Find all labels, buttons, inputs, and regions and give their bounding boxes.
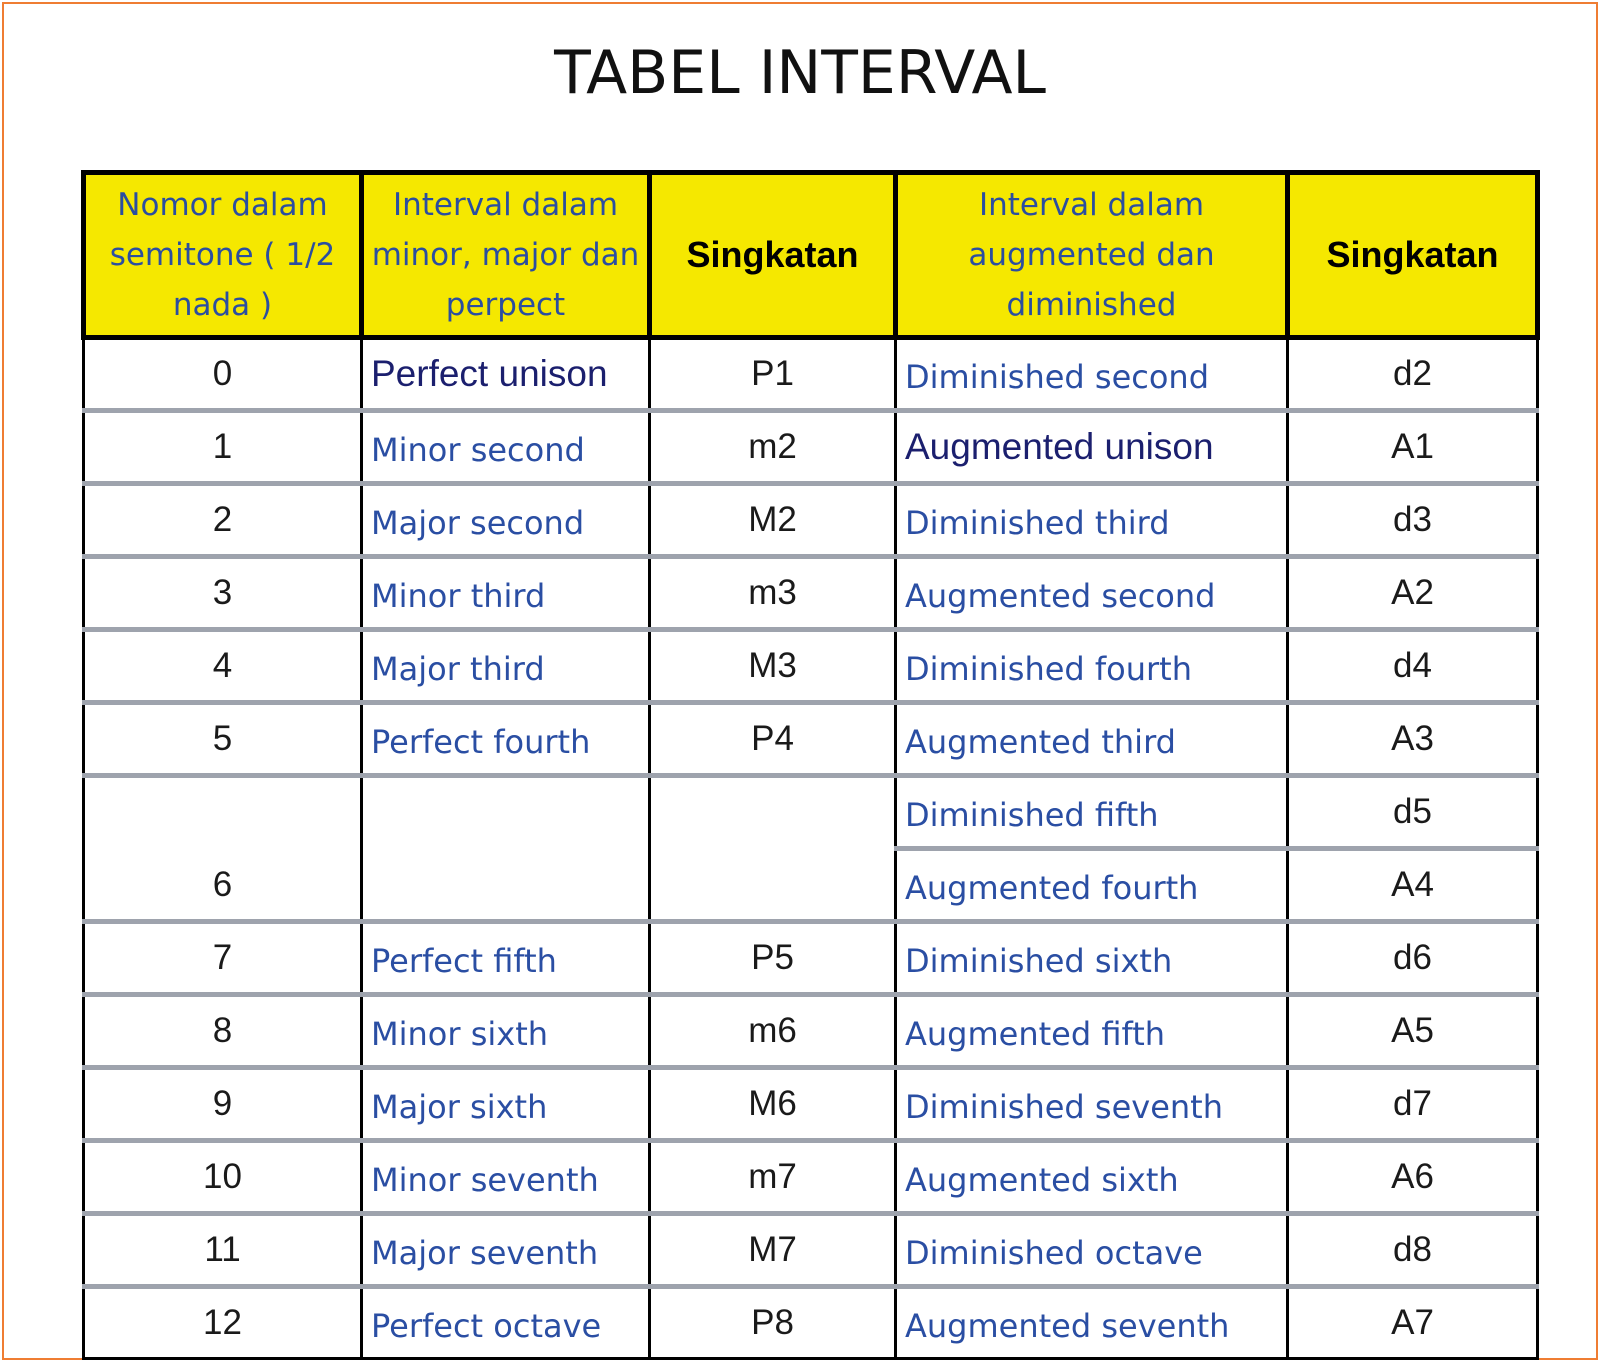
table-row [84, 484, 1538, 557]
alt-interval-cell: Augmented fourth [896, 849, 1288, 922]
interval-cell: Major seventh [362, 1214, 650, 1287]
alt-interval-cell: Diminished third [896, 484, 1288, 557]
interval-cell: Major sixth [362, 1068, 650, 1141]
table-row [84, 1141, 1538, 1214]
alt-abbreviation-cell: A5 [1288, 995, 1538, 1068]
abbreviation-cell: P5 [650, 922, 896, 995]
abbreviation-cell: M7 [650, 1214, 896, 1287]
header-interval-augmented-diminished: Interval dalam augmented dan diminished [896, 173, 1288, 338]
alt-abbreviation-cell: A6 [1288, 1141, 1538, 1214]
alt-interval-cell: Augmented third [896, 703, 1288, 776]
abbreviation-cell: P8 [650, 1287, 896, 1359]
alt-abbreviation-cell: d5 [1288, 776, 1538, 849]
semitone-cell: 11 [84, 1214, 362, 1287]
alt-abbreviation-cell: d6 [1288, 922, 1538, 995]
alt-interval-cell: Diminished fourth [896, 630, 1288, 703]
interval-cell: Minor second [362, 411, 650, 484]
header-interval-minor-major: Interval dalam minor, major dan perpect [362, 173, 650, 338]
alt-abbreviation-cell: d3 [1288, 484, 1538, 557]
interval-cell: Perfect fifth [362, 922, 650, 995]
interval-cell: Minor third [362, 557, 650, 630]
abbreviation-cell: M2 [650, 484, 896, 557]
alt-abbreviation-cell: d4 [1288, 630, 1538, 703]
semitone-cell: 9 [84, 1068, 362, 1141]
alt-interval-cell: Augmented seventh [896, 1287, 1288, 1359]
header-abbreviation-1: Singkatan [650, 173, 896, 338]
alt-interval-cell: Augmented second [896, 557, 1288, 630]
header-semitone: Nomor dalam semitone ( 1/2 nada ) [84, 173, 362, 338]
interval-cell: Major second [362, 484, 650, 557]
interval-cell: Minor sixth [362, 995, 650, 1068]
table-row [84, 1287, 1538, 1359]
table-row [84, 1068, 1538, 1141]
alt-interval-cell: Diminished sixth [896, 922, 1288, 995]
semitone-cell: 3 [84, 557, 362, 630]
semitone-cell: 10 [84, 1141, 362, 1214]
interval-table [81, 170, 1540, 1360]
interval-cell: Perfect fourth [362, 703, 650, 776]
alt-interval-cell: Augmented sixth [896, 1141, 1288, 1214]
semitone-cell: 1 [84, 411, 362, 484]
alt-interval-cell: Diminished second [896, 338, 1288, 411]
page-title: TABEL INTERVAL [554, 38, 1046, 108]
table-row [84, 995, 1538, 1068]
alt-abbreviation-cell: A2 [1288, 557, 1538, 630]
abbreviation-cell: m2 [650, 411, 896, 484]
semitone-cell: 2 [84, 484, 362, 557]
alt-abbreviation-cell: A1 [1288, 411, 1538, 484]
table-row [84, 776, 1538, 849]
alt-abbreviation-cell: d2 [1288, 338, 1538, 411]
abbreviation-cell: M3 [650, 630, 896, 703]
alt-abbreviation-cell: A4 [1288, 849, 1538, 922]
abbreviation-cell: m3 [650, 557, 896, 630]
alt-interval-cell: Augmented unison [896, 411, 1288, 484]
table-body [84, 338, 1538, 1359]
semitone-cell: 6 [84, 776, 362, 922]
alt-interval-cell: Diminished fifth [896, 776, 1288, 849]
table-header [84, 173, 1538, 338]
abbreviation-cell: P1 [650, 338, 896, 411]
table-row [84, 703, 1538, 776]
abbreviation-cell [650, 776, 896, 922]
alt-abbreviation-cell: d7 [1288, 1068, 1538, 1141]
alt-abbreviation-cell: A7 [1288, 1287, 1538, 1359]
abbreviation-cell: M6 [650, 1068, 896, 1141]
table-row [84, 338, 1538, 411]
semitone-cell: 5 [84, 703, 362, 776]
table-row [84, 411, 1538, 484]
alt-interval-cell: Diminished octave [896, 1214, 1288, 1287]
alt-interval-cell: Augmented fifth [896, 995, 1288, 1068]
header-abbreviation-2: Singkatan [1288, 173, 1538, 338]
interval-cell: Minor seventh [362, 1141, 650, 1214]
semitone-cell: 7 [84, 922, 362, 995]
abbreviation-cell: m6 [650, 995, 896, 1068]
table-row [84, 1214, 1538, 1287]
table-row [84, 922, 1538, 995]
semitone-cell: 8 [84, 995, 362, 1068]
alt-interval-cell: Diminished seventh [896, 1068, 1288, 1141]
alt-abbreviation-cell: A3 [1288, 703, 1538, 776]
semitone-cell: 12 [84, 1287, 362, 1359]
interval-cell: Perfect unison [362, 338, 650, 411]
abbreviation-cell: P4 [650, 703, 896, 776]
table-row [84, 557, 1538, 630]
semitone-cell: 0 [84, 338, 362, 411]
interval-cell [362, 776, 650, 922]
interval-cell: Major third [362, 630, 650, 703]
abbreviation-cell: m7 [650, 1141, 896, 1214]
alt-abbreviation-cell: d8 [1288, 1214, 1538, 1287]
interval-cell: Perfect octave [362, 1287, 650, 1359]
header-row [84, 173, 1538, 338]
table-row [84, 630, 1538, 703]
semitone-cell: 4 [84, 630, 362, 703]
